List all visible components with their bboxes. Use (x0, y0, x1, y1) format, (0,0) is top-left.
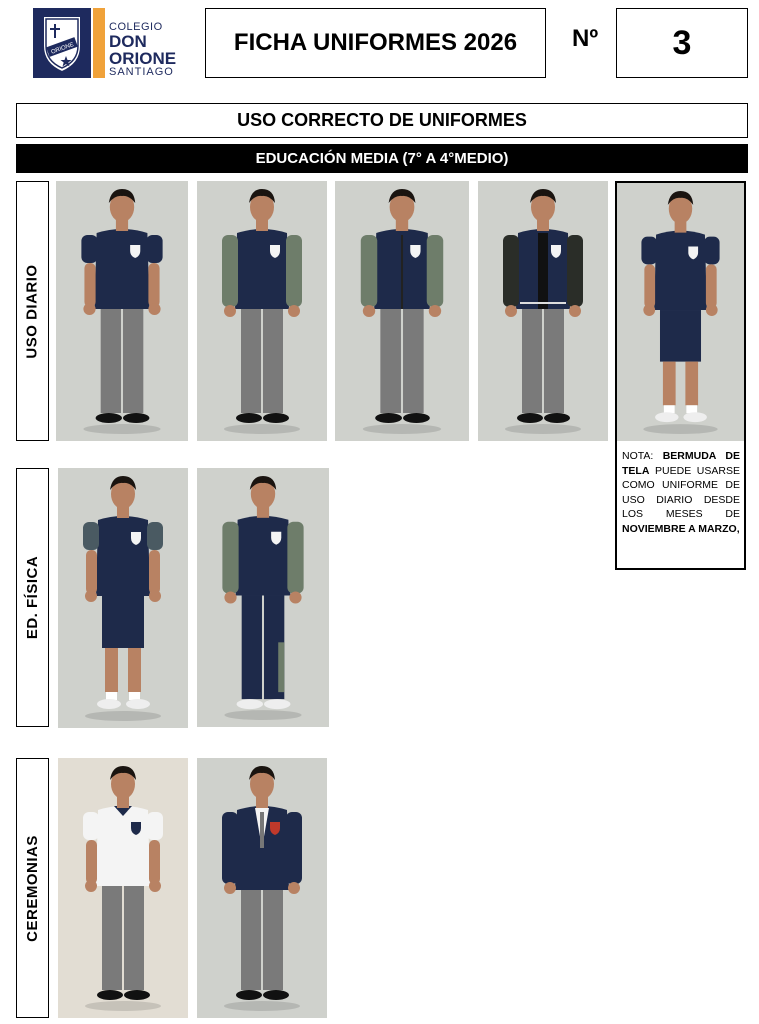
uniform-photo-white-polo (58, 758, 188, 1018)
page-title: FICHA UNIFORMES 2026 (205, 8, 546, 78)
svg-text:ORIONE: ORIONE (50, 42, 75, 56)
logo-accent-bar (93, 8, 105, 78)
note-text (622, 449, 740, 536)
row-label-text: ED. FÍSICA (24, 555, 41, 640)
school-logo (33, 8, 188, 80)
uniform-photo-blazer (197, 758, 327, 1018)
number-label: Nº (572, 25, 599, 52)
logo-text (109, 22, 176, 78)
uniform-photo-hoodie (197, 181, 327, 441)
logo-line-2: DON (109, 32, 147, 51)
uniform-photo-polo (56, 181, 188, 441)
logo-line-3: ORIONE (109, 49, 177, 68)
shield-icon (33, 8, 91, 78)
logo-line-4: SANTIAGO (109, 66, 174, 78)
sheet-number: 3 (616, 8, 748, 78)
row-label-text: CEREMONIAS (24, 834, 41, 942)
row-label-text: USO DIARIO (24, 263, 41, 359)
note-card (615, 181, 746, 570)
logo-line-1: COLEGIO (109, 21, 163, 33)
note-prefix: NOTA: (622, 450, 663, 462)
uniform-photo-pe-tracksuit (197, 468, 329, 727)
row-label-uso-diario (16, 181, 49, 441)
note-bold-1: BERMUDA DE TELA (622, 450, 740, 477)
uniform-photo-varsity-jacket (478, 181, 608, 441)
note-bold-2: NOVIEMBRE A MARZO (622, 522, 737, 535)
uniform-photo-zip-jacket (335, 181, 469, 441)
row-label-ceremonias (16, 758, 49, 1018)
uniform-photo-pe-shirt (58, 468, 188, 728)
level-banner: EDUCACIÓN MEDIA (7° A 4°MEDIO) (16, 144, 748, 173)
uniform-photo-bermuda (617, 183, 744, 441)
note-suffix: , (736, 522, 740, 535)
row-label-ed-fisica (16, 468, 49, 727)
note-middle: PUEDE USARSE COMO UNIFORME DE USO DIARIO DESDE LOS MESES DE (622, 464, 740, 520)
section-title: USO CORRECTO DE UNIFORMES (16, 103, 748, 138)
